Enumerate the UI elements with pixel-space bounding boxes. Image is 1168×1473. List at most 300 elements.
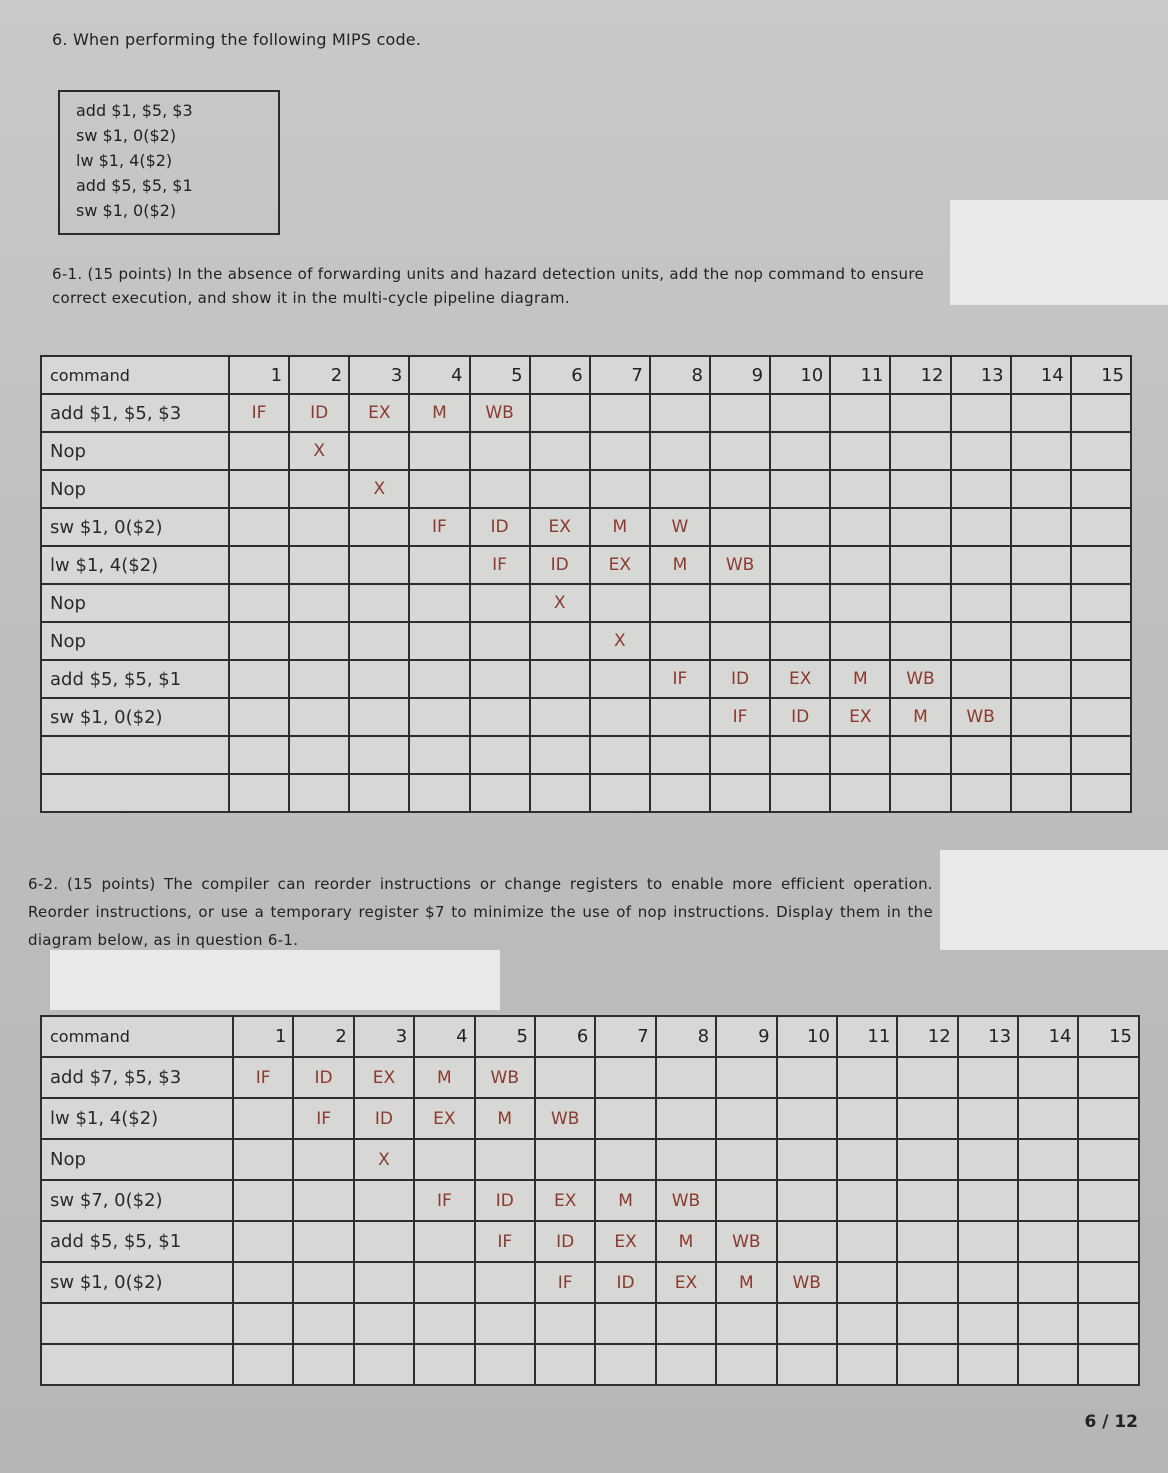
stage-cell [470, 774, 530, 812]
cycle-header: 2 [293, 1016, 353, 1057]
code-line: sw $1, 0($2) [76, 201, 177, 220]
question-title: 6. When performing the following MIPS code. [52, 30, 422, 49]
stage-cell [1011, 508, 1071, 546]
stage-cell [1011, 736, 1071, 774]
stage-cell [590, 584, 650, 622]
command-cell: Nop [41, 1139, 233, 1180]
stage-cell [229, 584, 289, 622]
stage-cell [229, 622, 289, 660]
cycle-header: 3 [349, 356, 409, 394]
stage-cell [409, 774, 469, 812]
cycle-header: 9 [710, 356, 770, 394]
stage-cell: X [530, 584, 590, 622]
stage-cell [710, 736, 770, 774]
stage-cell [958, 1344, 1018, 1385]
stage-cell [349, 546, 409, 584]
stage-cell [475, 1303, 535, 1344]
stage-cell [1011, 546, 1071, 584]
command-header: command [41, 356, 229, 394]
stage-cell [650, 622, 710, 660]
stage-cell [349, 508, 409, 546]
stage-cell [530, 622, 590, 660]
stage-cell [1018, 1262, 1078, 1303]
stage-cell [233, 1344, 293, 1385]
table-row [41, 470, 1131, 508]
stage-cell [951, 394, 1011, 432]
stage-cell: ID [535, 1221, 595, 1262]
stage-cell [770, 432, 830, 470]
table-row [41, 660, 1131, 698]
stage-cell [1071, 584, 1131, 622]
table-row [41, 1098, 1139, 1139]
code-box [58, 90, 280, 235]
stage-cell [470, 432, 530, 470]
table-row [41, 432, 1131, 470]
stage-cell [830, 622, 890, 660]
stage-cell: ID [475, 1180, 535, 1221]
stage-cell [1011, 470, 1071, 508]
stage-cell: ID [470, 508, 530, 546]
table-row [41, 508, 1131, 546]
stage-cell [716, 1344, 776, 1385]
paper-patch [950, 200, 1168, 305]
stage-cell [530, 698, 590, 736]
cycle-header: 12 [890, 356, 950, 394]
part2-instructions: 6-2. (15 points) The compiler can reorder instructions or change registers to enable more efficient operation. Reorder instructions, or use a temporary register $7 to minimize the use of nop instructions. Display them in the diagram below, as in question 6-1. [28, 875, 933, 949]
stage-cell [1071, 470, 1131, 508]
stage-cell: ID [293, 1057, 353, 1098]
stage-cell: X [349, 470, 409, 508]
stage-cell [710, 584, 770, 622]
stage-cell: ID [770, 698, 830, 736]
stage-cell [777, 1139, 837, 1180]
table-row [41, 1221, 1139, 1262]
stage-cell [229, 660, 289, 698]
command-cell: sw $1, 0($2) [41, 508, 229, 546]
stage-cell [1011, 660, 1071, 698]
stage-cell: IF [475, 1221, 535, 1262]
command-cell: Nop [41, 622, 229, 660]
stage-cell [470, 698, 530, 736]
stage-cell [530, 736, 590, 774]
stage-cell [716, 1180, 776, 1221]
cycle-header: 10 [770, 356, 830, 394]
stage-cell: ID [530, 546, 590, 584]
stage-cell [897, 1221, 957, 1262]
stage-cell [1018, 1221, 1078, 1262]
stage-cell [656, 1098, 716, 1139]
stage-cell [475, 1262, 535, 1303]
stage-cell [770, 546, 830, 584]
stage-cell [710, 508, 770, 546]
stage-cell [349, 622, 409, 660]
command-cell [41, 774, 229, 812]
stage-cell [951, 736, 1011, 774]
stage-cell: ID [595, 1262, 655, 1303]
stage-cell [293, 1303, 353, 1344]
part1-instructions: 6-1. (15 points) In the absence of forwarding units and hazard detection units, add the nop command to ensure correct execution, and show it in the multi-cycle pipeline diagram. [52, 265, 924, 307]
stage-cell: IF [710, 698, 770, 736]
stage-cell [1078, 1139, 1139, 1180]
command-cell: Nop [41, 584, 229, 622]
stage-cell [1071, 736, 1131, 774]
stage-cell: EX [656, 1262, 716, 1303]
stage-cell [837, 1344, 897, 1385]
cycle-header: 13 [951, 356, 1011, 394]
table-row [41, 1180, 1139, 1221]
stage-cell [1011, 584, 1071, 622]
stage-cell: IF [293, 1098, 353, 1139]
stage-cell: X [590, 622, 650, 660]
stage-cell [716, 1098, 776, 1139]
stage-cell [770, 774, 830, 812]
stage-cell [1078, 1221, 1139, 1262]
stage-cell: WB [475, 1057, 535, 1098]
stage-cell [229, 470, 289, 508]
stage-cell [650, 698, 710, 736]
stage-cell [229, 698, 289, 736]
stage-cell [535, 1303, 595, 1344]
stage-cell [830, 584, 890, 622]
stage-cell: IF [233, 1057, 293, 1098]
stage-cell: EX [414, 1098, 474, 1139]
stage-cell: EX [530, 508, 590, 546]
stage-cell [650, 470, 710, 508]
stage-cell: IF [409, 508, 469, 546]
stage-cell [349, 432, 409, 470]
stage-cell [837, 1221, 897, 1262]
stage-cell [354, 1221, 414, 1262]
command-cell: add $5, $5, $1 [41, 660, 229, 698]
stage-cell [233, 1180, 293, 1221]
stage-cell: EX [770, 660, 830, 698]
stage-cell [229, 774, 289, 812]
stage-cell [289, 470, 349, 508]
stage-cell [951, 584, 1011, 622]
stage-cell [650, 394, 710, 432]
stage-cell [409, 432, 469, 470]
stage-cell: ID [289, 394, 349, 432]
stage-cell [470, 470, 530, 508]
stage-cell [951, 622, 1011, 660]
stage-cell [897, 1262, 957, 1303]
paper-patch [50, 950, 500, 1010]
command-cell: Nop [41, 470, 229, 508]
stage-cell [1078, 1303, 1139, 1344]
stage-cell [830, 394, 890, 432]
stage-cell [530, 660, 590, 698]
stage-cell [349, 774, 409, 812]
pipeline-diagram-2 [40, 1015, 1140, 1386]
stage-cell: M [409, 394, 469, 432]
table-row [41, 1057, 1139, 1098]
cycle-header: 5 [470, 356, 530, 394]
stage-cell [958, 1221, 1018, 1262]
stage-cell [414, 1221, 474, 1262]
code-line: add $5, $5, $1 [76, 176, 193, 195]
stage-cell: EX [535, 1180, 595, 1221]
stage-cell [1071, 774, 1131, 812]
stage-cell [951, 660, 1011, 698]
stage-cell [656, 1057, 716, 1098]
stage-cell: IF [414, 1180, 474, 1221]
stage-cell [229, 736, 289, 774]
paper-patch [940, 850, 1168, 950]
stage-cell [349, 736, 409, 774]
stage-cell [1078, 1344, 1139, 1385]
stage-cell [837, 1139, 897, 1180]
stage-cell: WB [710, 546, 770, 584]
stage-cell [409, 622, 469, 660]
command-cell [41, 736, 229, 774]
stage-cell [890, 774, 950, 812]
stage-cell [897, 1344, 957, 1385]
stage-cell [414, 1139, 474, 1180]
stage-cell [354, 1303, 414, 1344]
stage-cell [289, 660, 349, 698]
stage-cell [289, 546, 349, 584]
command-header: command [41, 1016, 233, 1057]
stage-cell [710, 622, 770, 660]
stage-cell [414, 1303, 474, 1344]
cycle-header: 6 [530, 356, 590, 394]
stage-cell [293, 1180, 353, 1221]
stage-cell: WB [890, 660, 950, 698]
stage-cell [1011, 774, 1071, 812]
stage-cell [650, 584, 710, 622]
stage-cell [958, 1139, 1018, 1180]
stage-cell [1018, 1303, 1078, 1344]
stage-cell [770, 622, 830, 660]
table-row [41, 622, 1131, 660]
stage-cell [409, 660, 469, 698]
pipeline-diagram-1 [40, 355, 1132, 813]
stage-cell: EX [590, 546, 650, 584]
stage-cell [890, 432, 950, 470]
stage-cell [897, 1303, 957, 1344]
stage-cell [1018, 1139, 1078, 1180]
stage-cell [1071, 508, 1131, 546]
stage-cell: M [414, 1057, 474, 1098]
cycle-header: 2 [289, 356, 349, 394]
stage-cell [470, 622, 530, 660]
cycle-header: 1 [233, 1016, 293, 1057]
cycle-header: 8 [656, 1016, 716, 1057]
stage-cell [1011, 432, 1071, 470]
stage-cell: M [656, 1221, 716, 1262]
cycle-header: 7 [590, 356, 650, 394]
cycle-header: 14 [1011, 356, 1071, 394]
stage-cell [710, 470, 770, 508]
command-cell: sw $7, 0($2) [41, 1180, 233, 1221]
cycle-header: 6 [535, 1016, 595, 1057]
stage-cell [710, 394, 770, 432]
stage-cell: ID [710, 660, 770, 698]
stage-cell [229, 508, 289, 546]
stage-cell [233, 1221, 293, 1262]
stage-cell: IF [470, 546, 530, 584]
cycle-header: 11 [837, 1016, 897, 1057]
command-cell: add $7, $5, $3 [41, 1057, 233, 1098]
stage-cell [897, 1098, 957, 1139]
stage-cell [590, 774, 650, 812]
stage-cell [951, 432, 1011, 470]
cycle-header: 4 [409, 356, 469, 394]
table-row [41, 546, 1131, 584]
stage-cell: X [354, 1139, 414, 1180]
stage-cell [289, 736, 349, 774]
stage-cell [770, 736, 830, 774]
stage-cell [233, 1303, 293, 1344]
stage-cell [897, 1180, 957, 1221]
stage-cell [409, 584, 469, 622]
cycle-header: 15 [1071, 356, 1131, 394]
stage-cell [1071, 698, 1131, 736]
stage-cell: EX [830, 698, 890, 736]
stage-cell [233, 1098, 293, 1139]
table-row [41, 698, 1131, 736]
table-row [41, 1139, 1139, 1180]
stage-cell [535, 1344, 595, 1385]
stage-cell [293, 1221, 353, 1262]
stage-cell [770, 508, 830, 546]
stage-cell [777, 1344, 837, 1385]
stage-cell [229, 432, 289, 470]
stage-cell [830, 508, 890, 546]
stage-cell [837, 1303, 897, 1344]
stage-cell [1011, 622, 1071, 660]
cycle-header: 11 [830, 356, 890, 394]
table-row [41, 1262, 1139, 1303]
stage-cell [414, 1344, 474, 1385]
stage-cell [890, 508, 950, 546]
stage-cell [777, 1180, 837, 1221]
stage-cell [595, 1057, 655, 1098]
stage-cell [233, 1262, 293, 1303]
stage-cell [414, 1262, 474, 1303]
stage-cell [1071, 432, 1131, 470]
stage-cell [716, 1057, 776, 1098]
stage-cell [354, 1180, 414, 1221]
stage-cell: M [650, 546, 710, 584]
cycle-header: 7 [595, 1016, 655, 1057]
stage-cell [890, 736, 950, 774]
stage-cell [716, 1139, 776, 1180]
command-cell [41, 1303, 233, 1344]
stage-cell [289, 508, 349, 546]
table-row [41, 1303, 1139, 1344]
stage-cell [289, 622, 349, 660]
stage-cell [590, 470, 650, 508]
stage-cell [590, 698, 650, 736]
stage-cell [650, 774, 710, 812]
stage-cell [293, 1139, 353, 1180]
stage-cell [349, 698, 409, 736]
stage-cell [837, 1098, 897, 1139]
stage-cell [475, 1139, 535, 1180]
table-row [41, 584, 1131, 622]
stage-cell [1071, 546, 1131, 584]
stage-cell [595, 1303, 655, 1344]
stage-cell [530, 470, 590, 508]
cycle-header: 3 [354, 1016, 414, 1057]
stage-cell [1071, 394, 1131, 432]
table-row [41, 774, 1131, 812]
cycle-header: 5 [475, 1016, 535, 1057]
stage-cell: WB [951, 698, 1011, 736]
stage-cell [777, 1098, 837, 1139]
stage-cell [470, 736, 530, 774]
stage-cell [958, 1098, 1018, 1139]
stage-cell [470, 584, 530, 622]
command-cell: Nop [41, 432, 229, 470]
stage-cell [1078, 1180, 1139, 1221]
stage-cell [1011, 394, 1071, 432]
stage-cell [1011, 698, 1071, 736]
stage-cell [1071, 660, 1131, 698]
stage-cell [837, 1262, 897, 1303]
cycle-header: 15 [1078, 1016, 1139, 1057]
stage-cell [409, 470, 469, 508]
stage-cell [470, 660, 530, 698]
stage-cell [530, 774, 590, 812]
stage-cell: IF [650, 660, 710, 698]
stage-cell [897, 1139, 957, 1180]
stage-cell [590, 660, 650, 698]
stage-cell [233, 1139, 293, 1180]
stage-cell [656, 1344, 716, 1385]
stage-cell [535, 1139, 595, 1180]
command-cell: lw $1, 4($2) [41, 1098, 233, 1139]
stage-cell: WB [777, 1262, 837, 1303]
stage-cell [951, 508, 1011, 546]
stage-cell [777, 1057, 837, 1098]
stage-cell [1078, 1098, 1139, 1139]
stage-cell [830, 546, 890, 584]
stage-cell [951, 470, 1011, 508]
stage-cell [349, 660, 409, 698]
stage-cell [777, 1221, 837, 1262]
stage-cell [890, 546, 950, 584]
page-number: 6 / 12 [1084, 1412, 1138, 1432]
stage-cell [475, 1344, 535, 1385]
stage-cell [958, 1303, 1018, 1344]
stage-cell: M [595, 1180, 655, 1221]
stage-cell: IF [229, 394, 289, 432]
code-line: lw $1, 4($2) [76, 151, 173, 170]
stage-cell: M [716, 1262, 776, 1303]
stage-cell [409, 736, 469, 774]
stage-cell: W [650, 508, 710, 546]
stage-cell [409, 698, 469, 736]
stage-cell [710, 774, 770, 812]
stage-cell [830, 470, 890, 508]
table-row [41, 736, 1131, 774]
stage-cell [1071, 622, 1131, 660]
command-cell: sw $1, 0($2) [41, 1262, 233, 1303]
command-cell: sw $1, 0($2) [41, 698, 229, 736]
stage-cell [595, 1344, 655, 1385]
cycle-header: 13 [958, 1016, 1018, 1057]
stage-cell: IF [535, 1262, 595, 1303]
stage-cell: M [475, 1098, 535, 1139]
stage-cell [837, 1057, 897, 1098]
stage-cell [293, 1344, 353, 1385]
stage-cell [530, 432, 590, 470]
cycle-header: 12 [897, 1016, 957, 1057]
stage-cell: M [590, 508, 650, 546]
stage-cell [770, 584, 830, 622]
